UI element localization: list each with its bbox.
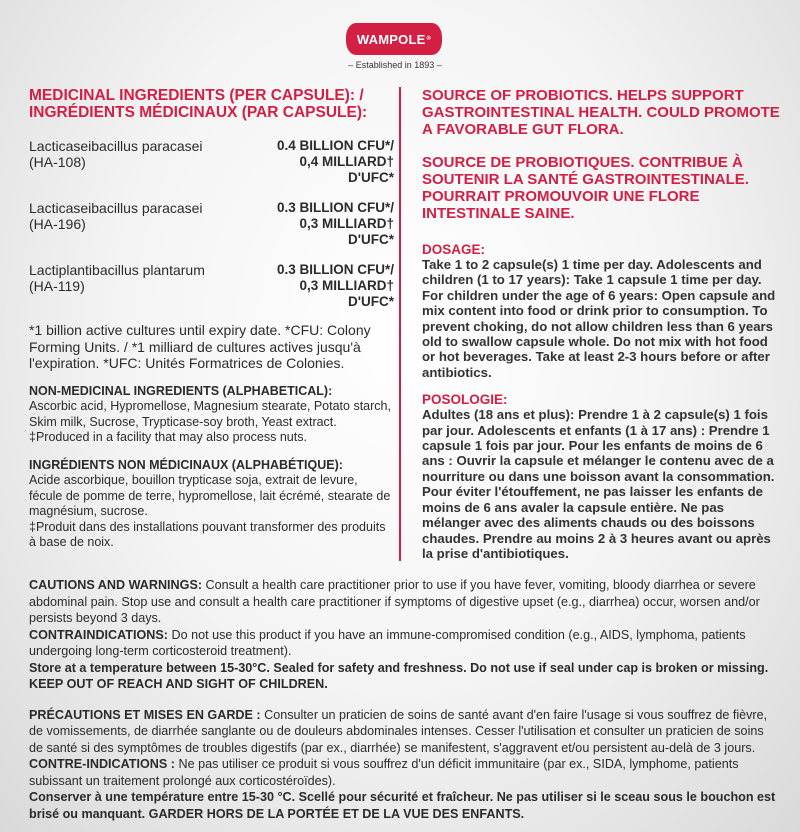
brand-tagline: – Established in 1893 – <box>348 60 442 70</box>
claim-fr: SOURCE DE PROBIOTIQUES. CONTRIBUE À SOUTENIR LA SANTÉ GASTROINTESTINALE. POURRAIT PROMOUVOIR UNE FLORE INTESTINALE SAINE. <box>422 154 749 222</box>
ingredient-row <box>29 262 394 310</box>
two-column-section <box>0 87 800 561</box>
ingredient-amount: 0.4 BILLION CFU*/ 0,4 MILLIARD† D'UFC* <box>276 138 394 185</box>
ingredient-amount: 0.3 BILLION CFU*/ 0,3 MILLIARD† D'UFC* <box>276 262 394 309</box>
ingredient-amount: 0.3 BILLION CFU*/ 0,3 MILLIARD† D'UFC* <box>276 200 394 247</box>
non-medicinal-en-heading: NON-MEDICINAL INGREDIENTS (ALPHABETICAL): <box>29 383 333 398</box>
cautions-en: CAUTIONS AND WARNINGS: Consult a health care practitioner prior to use if you have fever, vomiting, bloody diarrhea or severe abdominal pain. Stop use and consult a health care practitioner if symptoms of digestive upset (e.g., diarrhea) occur, worsen and/or persists beyond 3 days. <box>29 578 760 626</box>
non-medicinal-en-text: Ascorbic acid, Hypromellose, Magnesium stearate, Potato starch, Skim milk, Sucrose, Trypticase-soy broth, Yeast extract. <box>29 399 391 429</box>
storage-fr: Conserver à une température entre 15-30 °C. Scellé pour sécurité et fraîcheur. Ne pas utiliser si le sceau sous le bouchon est brisé ou manquant. GARDER HORS DE LA PORTÉE ET DE LA VUE DES ENFANTS. <box>29 790 776 821</box>
wampole-logo <box>346 23 442 55</box>
dosage-heading: DOSAGE: <box>422 242 486 257</box>
ingredient-name: Lacticaseibacillus paracasei (HA-196) <box>29 200 203 232</box>
posologie-text: Adultes (18 ans et plus): Prendre 1 à 2 capsule(s) 1 fois par jour. Adolescents et enfants (1 à 17 ans) : Prendre 1 capsule 1 fois par jour. Pour les enfants de moins de 6 ans : Ouvrir la capsule et mélanger le contenu avec de a nourriture ou dans une boisson avant la consommation. Pour éviter l'étouffement, ne pas laisser les enfants de moins de 6 ans avaler la capsule entière. Ne pas mélanger avec des aliments chauds ou des boissons chaudes. Prendre au moins 2 à 3 heures avant ou après la prise d'antibiotiques. <box>422 407 775 561</box>
brand-name: WAMPOLE <box>356 31 426 47</box>
non-medicinal-fr-text: Acide ascorbique, bouillon trypticase soja, extrait de levure, fécule de pomme de terre, hypromellose, lait écrémé, stearate de magnésium, sucrose. <box>29 473 391 518</box>
ingredient-name: Lactiplantibacillus plantarum (HA-119) <box>29 262 205 294</box>
claims-dosage-column <box>399 87 780 561</box>
cautions-fr: PRÉCAUTIONS ET MISES EN GARDE : Consulter un praticien de soins de santé avant d'en faire l'usage si vous souffrez de fièvre, de vomissements, de diarrhée sanglante ou de douleurs abdominales intenses. Cesser l'utilisation et consulter un praticien de soins de santé si des symptômes de troubles digestifs (par ex., diarrhée) se manifestent, s'aggravent et/ou persistent au-delà de 3 jours. <box>29 707 768 755</box>
non-medicinal-en <box>29 384 394 446</box>
non-medicinal-fr-heading: INGRÉDIENTS NON MÉDICINAUX (ALPHABÉTIQUE): <box>29 457 343 472</box>
warnings-section <box>29 577 779 822</box>
non-medicinal-fr <box>29 458 394 551</box>
ingredients-column <box>29 87 394 551</box>
cfu-footnote: *1 billion active cultures until expiry date. *CFU: Colony Forming Units. / *1 milliard de cultures actives jusqu'à l'expiration. *UFC: Unités Formatrices de Colonies. <box>29 322 371 371</box>
ingredient-row <box>29 200 394 248</box>
dosage-text: Take 1 to 2 capsule(s) 1 time per day. Adolescents and children (1 to 17 years): Take 1 capsule 1 time per day. For children under the age of 6 years: Open capsule and mix content into food or drink prior to consumption. To prevent choking, do not allow children less than 6 years old to swallow capsule whole. Do not mix with hot food or hot beverages. Take at least 2-3 hours before or after antibiotics. <box>422 257 776 380</box>
medicinal-heading: MEDICINAL INGREDIENTS (PER CAPSULE): / INGRÉDIENTS MÉDICINAUX (PAR CAPSULE): <box>29 87 368 121</box>
registered-mark: ® <box>426 36 432 42</box>
nut-note-fr: ‡Produit dans des installations pouvant transformer des produits à base de noix. <box>29 519 386 549</box>
storage-en: Store at a temperature between 15-30°C. Sealed for safety and freshness. Do not use if seal under cap is broken or missing. KEEP OUT OF REACH AND SIGHT OF CHILDREN. <box>29 660 769 692</box>
contraindications-en: CONTRAINDICATIONS: Do not use this product if you have an immune-compromised condition (e.g., AIDS, lymphoma, patients undergoing long-term corticosteroid treatment). <box>29 627 746 659</box>
header <box>0 0 800 87</box>
nut-note-en: ‡Produced in a facility that may also process nuts. <box>29 430 307 444</box>
contraindications-fr: CONTRE-INDICATIONS : Ne pas utiliser ce produit si vous souffrez d'un déficit immunitaire (par ex., SIDA, lymphome, patients subissant un traitement prolongé aux corticostéroïdes). <box>29 757 739 788</box>
ingredient-list <box>29 138 394 310</box>
claim-en: SOURCE OF PROBIOTICS. HELPS SUPPORT GASTROINTESTINAL HEALTH. COULD PROMOTE A FAVORABLE GUT FLORA. <box>422 87 780 138</box>
ingredient-row <box>29 138 394 186</box>
posologie-heading: POSOLOGIE: <box>422 392 508 408</box>
ingredient-name: Lacticaseibacillus paracasei (HA-108) <box>29 138 203 170</box>
